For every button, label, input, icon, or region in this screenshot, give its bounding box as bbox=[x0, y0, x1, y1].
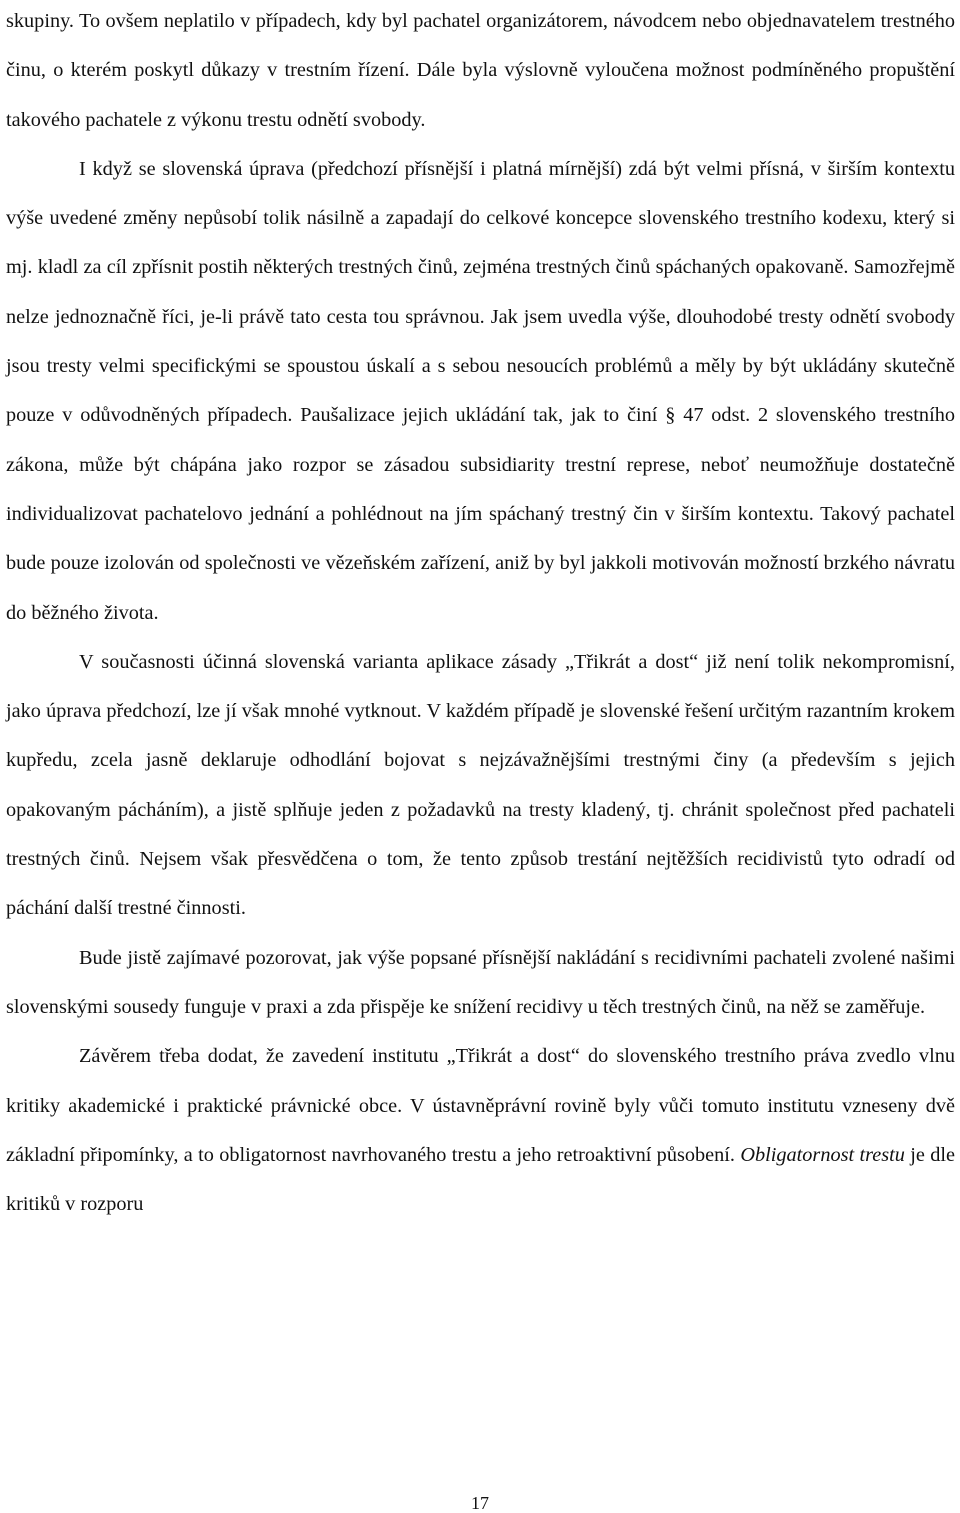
paragraph-1: skupiny. To ovšem neplatilo v případech, kdy byl pachatel organizátorem, návodcem nebo objednavatelem trestného činu, o kterém poskytl důkazy v trestním řízení. Dále byla výslovně vyloučena možnost podmíněného propuštění takového pachatele z výkonu trestu odnětí svobody. bbox=[6, 10, 955, 131]
paragraph-5 bbox=[6, 1032, 955, 1229]
paragraph-5-text-after: je dle kritiků v rozporu bbox=[6, 1143, 955, 1216]
paragraph-5-italic-term: Obligatornost trestu bbox=[740, 1143, 905, 1166]
paragraph-2: I když se slovenská úprava (předchozí přísnější i platná mírnější) zdá být velmi přísná, v širším kontextu výše uvedené změny nepůsobí tolik násilně a zapadají do celkové koncepce slovenského trestního kodexu, který si mj. kladl za cíl zpřísnit postih některých trestných činů, zejména trestných činů spáchaných opakovaně. Samozřejmě nelze jednoznačně říci, je-li právě tato cesta tou správnou. Jak jsem uvedla výše, dlouhodobé tresty odnětí svobody jsou tresty velmi specifickými se spoustou úskalí a s sebou nesoucích problémů a měly by být ukládány skutečně pouze v odůvodněných případech. Paušalizace jejich ukládání tak, jak to činí § 47 odst. 2 slovenského trestního zákona, může být chápána jako rozpor se zásadou subsidiarity trestní represe, neboť neumožňuje dostatečně individualizovat pachatelovo jednání a pohlédnout na jím spáchaný trestný čin v širším kontextu. Takový pachatel bude pouze izolován od společnosti ve vězeňském zařízení, aniž by byl jakkoli motivován možností brzkého návratu do běžného života. bbox=[6, 157, 955, 624]
paragraph-5-text-before: Závěrem třeba dodat, že zavedení institutu „Třikrát a dost“ do slovenského trestního práva zvedlo vlnu kritiky akademické i praktické právnické obce. V ústavněprávní rovině byly vůči tomuto institutu vzneseny dvě základní připomínky, a to obligatornost navrhovaného trestu a jeho retroaktivní působení. bbox=[6, 1045, 955, 1166]
paragraph-4: Bude jistě zajímavé pozorovat, jak výše popsané přísnější nakládání s recidivními pachateli zvolené našimi slovenskými sousedy funguje v praxi a zda přispěje ke snížení recidivy u těch trestných činů, na něž se zaměřuje. bbox=[6, 946, 955, 1018]
document-body bbox=[6, 0, 955, 1229]
paragraph-3: V současnosti účinná slovenská varianta aplikace zásady „Třikrát a dost“ již není tolik nekompromisní, jako úprava předchozí, lze jí však mnohé vytknout. V každém případě je slovenské řešení určitým razantním krokem kupředu, zcela jasně deklaruje odhodlání bojovat s nejzávažnějšími trestnými činy (a především s jejich opakovaným pácháním), a jistě splňuje jeden z požadavků na tresty kladený, tj. chránit společnost před pachateli trestných činů. Nejsem však přesvědčena o tom, že tento způsob trestání nejtěžších recidivistů tyto odradí od páchání další trestné činnosti. bbox=[6, 650, 955, 920]
page-number: 17 bbox=[471, 1493, 489, 1513]
